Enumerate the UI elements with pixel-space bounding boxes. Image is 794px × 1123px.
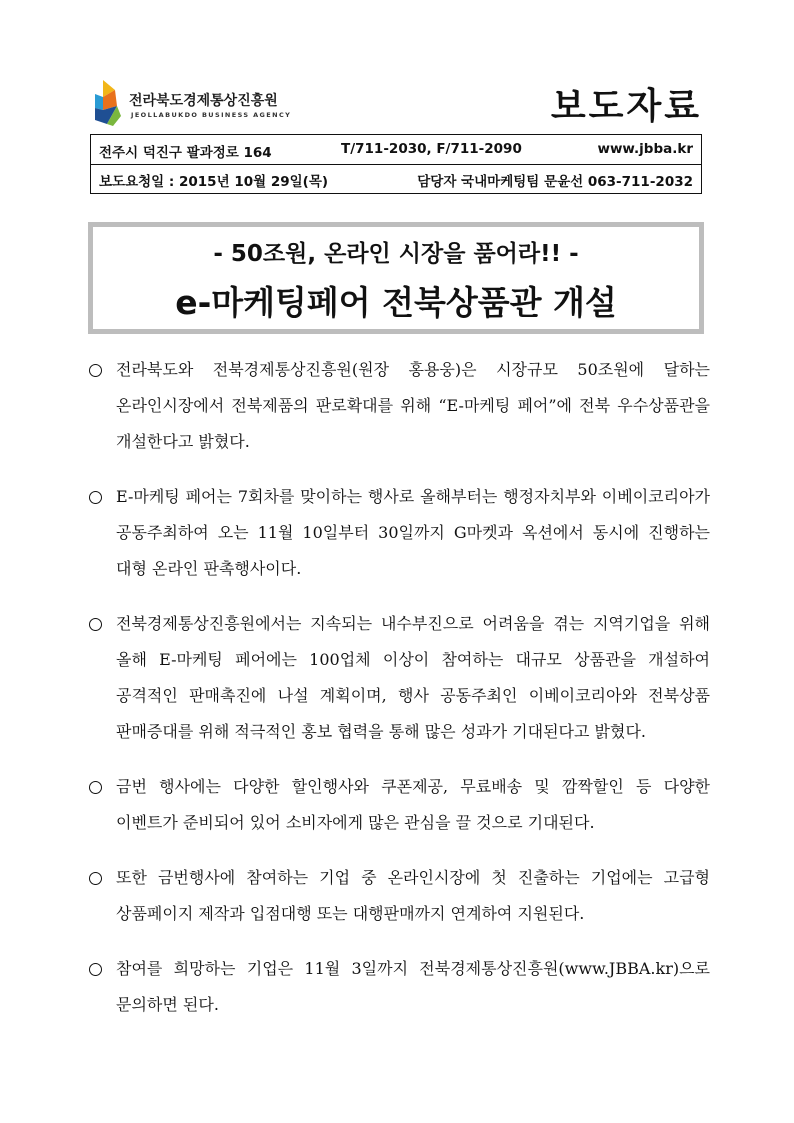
headline-subtitle: - 50조원, 온라인 시장을 품어라!! - xyxy=(213,241,579,267)
circle-bullet-icon xyxy=(89,364,102,377)
circle-bullet-icon xyxy=(89,963,102,976)
request-date-text: 보도요청일 : 2015년 10월 29일(목) xyxy=(99,174,329,190)
contact-row-request xyxy=(91,164,701,193)
contact-info-table xyxy=(90,134,702,194)
tel-fax-text: T/711-2030, F/711-2090 xyxy=(341,141,522,157)
circle-bullet-icon xyxy=(89,872,102,885)
contact-row-address xyxy=(91,135,701,165)
paragraph-text: 또한 금번행사에 참여하는 기업 중 온라인시장에 첫 진출하는 기업에는 고급형 상품페이지 제작과 입점대행 또는 대행판매까지 연계하여 지원된다. xyxy=(116,868,710,923)
manager-text: 담당자 국내마케팅팀 문윤선 063-711-2032 xyxy=(417,174,693,190)
article-paragraph xyxy=(84,606,710,750)
org-name: 전라북도경제통상진흥원 xyxy=(129,93,278,109)
circle-bullet-icon xyxy=(89,781,102,794)
logo-shape-lightblue xyxy=(95,94,103,110)
paragraph-text: 금번 행사에는 다양한 할인행사와 쿠폰제공, 무료배송 및 깜짝할인 등 다양한 이벤트가 준비되어 있어 소비자에게 많은 관심을 끌 것으로 기대된다. xyxy=(116,777,710,832)
headline-box xyxy=(88,222,704,334)
paragraph-text: 전라북도와 전북경제통상진흥원(원장 홍용웅)은 시장규모 50조원에 달하는 온라인시장에서 전북제품의 판로확대를 위해 “E-마케팅 페어”에 전북 우수상품관을 개설한다고 밝혔다. xyxy=(116,360,710,451)
article-paragraph xyxy=(84,951,710,1023)
org-logo-icon xyxy=(95,80,123,128)
article-body xyxy=(84,352,710,1042)
article-paragraph xyxy=(84,352,710,460)
paragraph-text: 전북경제통상진흥원에서는 지속되는 내수부진으로 어려움을 겪는 지역기업을 위해 올해 E-마케팅 페어에는 100업체 이상이 참여하는 대규모 상품관을 개설하여 공격적인 판매촉진에 나설 계획이며, 행사 공동주최인 이베이코리아와 전북상품 판매증대를 위해 적극적인 홍보 협력을 통해 많은 성과가 기대된다고 밝혔다. xyxy=(116,614,710,741)
document-type-title: 보도자료 xyxy=(550,86,702,127)
org-name-english: JEOLLABUKDO BUSINESS AGENCY xyxy=(131,111,292,119)
article-paragraph xyxy=(84,479,710,587)
article-paragraph xyxy=(84,769,710,841)
org-logo xyxy=(95,80,325,132)
article-paragraph xyxy=(84,860,710,932)
paragraph-text: E-마케팅 페어는 7회차를 맞이하는 행사로 올해부터는 행정자치부와 이베이코리아가 공동주최하여 오는 11월 10일부터 30일까지 G마켓과 옥션에서 동시에 진행하는 대형 온라인 판촉행사이다. xyxy=(116,487,710,578)
paragraph-text: 참여를 희망하는 기업은 11월 3일까지 전북경제통상진흥원(www.JBBA.kr)으로 문의하면 된다. xyxy=(116,959,710,1014)
circle-bullet-icon xyxy=(89,618,102,631)
headline-main-title: e-마케팅페어 전북상품관 개설 xyxy=(175,283,617,322)
address-text: 전주시 덕진구 팔과정로 164 xyxy=(99,145,272,161)
website-link[interactable]: www.jbba.kr xyxy=(597,141,693,157)
circle-bullet-icon xyxy=(89,491,102,504)
